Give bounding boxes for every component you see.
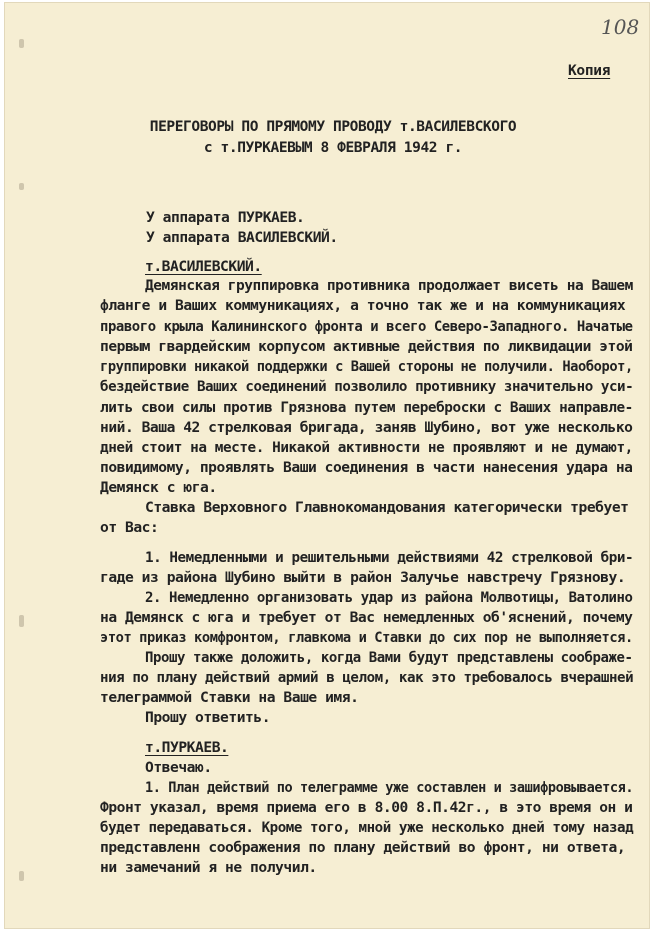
- text-line: телеграммой Ставки на Ваше имя.: [100, 689, 359, 706]
- text-line: У аппарата ВАСИЛЕВСКИЙ.: [146, 229, 338, 246]
- copy-label: Копия: [568, 63, 611, 79]
- text-line: 1. Немедленными и решительными действиями 42 стрелковой бри-: [145, 549, 634, 566]
- text-line: 1. План действий по телеграмме уже составлен и зашифровывается.: [145, 779, 634, 796]
- text-line: на Демянск с юга и требует от Вас немедленных об'яснений, почему: [100, 609, 633, 626]
- text-line: группировки никакой поддержки с Вашей стороны не получили. Наоборот,: [100, 358, 633, 375]
- speaker-label: т.ВАСИЛЕВСКИЙ.: [145, 258, 262, 275]
- text-line: Фронт указал, время приема его в 8.00 8.П.42г., в это время он и: [100, 799, 633, 816]
- text-line: У аппарата ПУРКАЕВ.: [146, 209, 305, 226]
- text-line: ни замечаний я не получил.: [100, 859, 317, 876]
- text-line: ния по плану действий армий в целом, как это требовалось вчерашней: [100, 669, 634, 686]
- text-line: правого крыла Калининского фронта и всего Северо-Западного. Начатые: [100, 318, 633, 335]
- text-line: фланге и Ваших коммуникациях, а точно так же и на коммуникациях: [100, 297, 626, 314]
- text-line: первым гвардейским корпусом активные действия по ликвидации этой: [100, 338, 633, 355]
- text-line: дней стоит на месте. Никакой активности не проявляют и не думают,: [100, 439, 633, 456]
- text-line: повидимому, проявлять Ваши соединения в части нанесения удара на: [100, 459, 633, 476]
- punch-hole-mark: [19, 39, 24, 48]
- text-line: будет передаваться. Кроме того, мной уже несколько дней тому назад: [100, 819, 634, 836]
- text-line: Прошу ответить.: [145, 709, 271, 726]
- text-line: этот приказ комфронтом, главкома и Ставки до сих пор не выполняется.: [100, 629, 633, 646]
- speaker-label: т.ПУРКАЕВ.: [145, 739, 229, 756]
- text-line: представленн соображения по плану действий во фронт, ни ответа,: [100, 839, 626, 856]
- punch-hole-mark: [19, 871, 24, 881]
- text-line: гаде из района Шубино выйти в район Залучье навстречу Грязнову.: [100, 569, 626, 586]
- text-line: от Вас:: [100, 519, 159, 536]
- text-line: 2. Немедленно организовать удар из района Молвотицы, Ватолино: [145, 589, 633, 606]
- title-line: ПЕРЕГОВОРЫ ПО ПРЯМОМУ ПРОВОДУ т.ВАСИЛЕВСКОГО: [149, 119, 517, 135]
- text-line: Ставка Верховного Главнокомандования категорически требует: [145, 499, 629, 516]
- document-page: [4, 2, 650, 929]
- title-line: с т.ПУРКАЕВЫМ 8 ФЕВРАЛЯ 1942 г.: [203, 140, 463, 156]
- text-line: ний. Ваша 42 стрелковая бригада, заняв Шубино, вот уже несколько: [100, 419, 633, 436]
- text-line: Демянск с юга.: [100, 479, 217, 496]
- text-line: Демянская группировка противника продолжает висеть на Вашем: [145, 277, 633, 294]
- punch-hole-mark: [19, 615, 24, 627]
- text-line: Отвечаю.: [145, 759, 212, 776]
- text-line: бездействие Ваших соединений позволило противнику значительно уси-: [100, 378, 634, 395]
- page-number: 108: [601, 15, 640, 39]
- text-line: Прошу также доложить, когда Вами будут представлены соображе-: [145, 649, 633, 666]
- text-line: лить свои силы против Грязнова путем переброски с Ваших направле-: [100, 399, 633, 416]
- punch-hole-mark: [19, 183, 24, 190]
